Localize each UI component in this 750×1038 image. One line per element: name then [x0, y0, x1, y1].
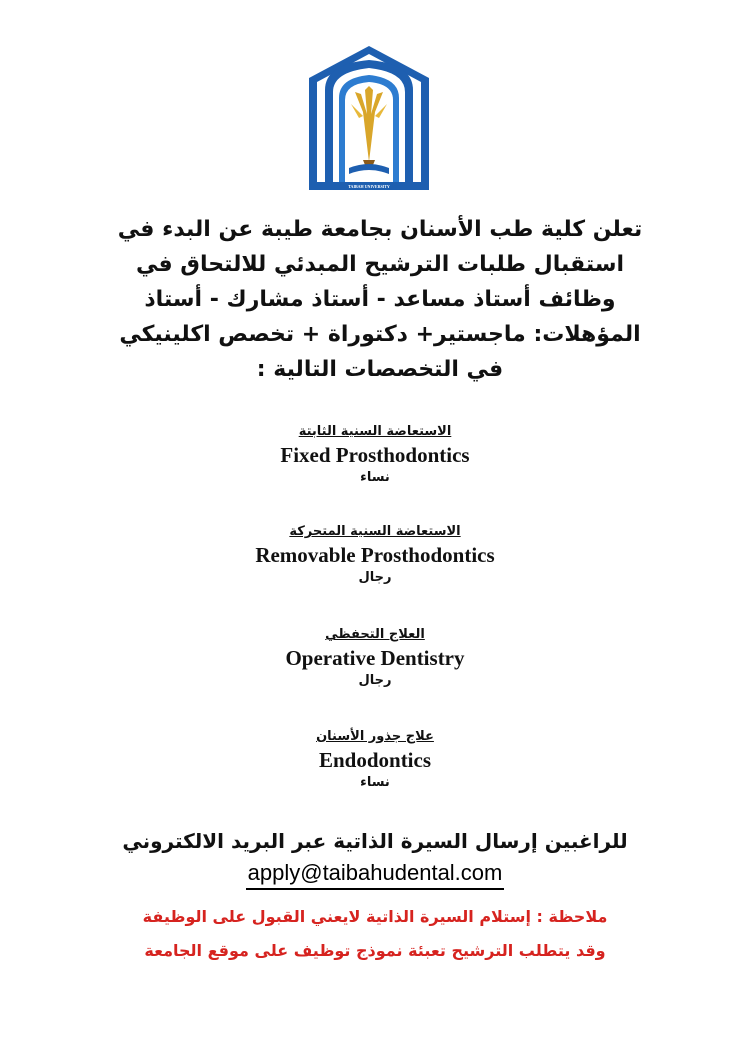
intro-line: في التخصصات التالية : [256, 357, 504, 382]
specialty-english-title: Endodontics [318, 748, 432, 772]
specialty-english-title: Fixed Prosthodontics [280, 443, 470, 467]
specialty-gender: نساء [360, 470, 390, 485]
intro-paragraph [60, 212, 700, 387]
note-section [60, 900, 690, 968]
specialty-endodontics [0, 728, 750, 792]
specialty-english-title: Operative Dentistry [285, 646, 465, 670]
apply-instructions: للراغبين إرسال السيرة الذاتية عبر البريد الالكتروني [122, 829, 628, 853]
specialty-removable-prosthodontics [0, 523, 750, 587]
specialty-english-title: Removable Prosthodontics [255, 543, 495, 567]
note-line: وقد يتطلب الترشيح تعبئة نموذج توظيف على موقع الجامعة [144, 941, 606, 960]
specialty-gender: رجال [358, 673, 392, 688]
specialty-arabic-title: العلاج التحفظي [325, 627, 425, 642]
specialty-gender: نساء [360, 775, 390, 790]
apply-section [0, 826, 750, 890]
specialty-arabic-title: الاستعاضة السنية الثابتة [298, 424, 452, 439]
specialty-fixed-prosthodontics [0, 423, 750, 487]
intro-line: وظائف أستاذ مساعد - أستاذ مشارك - أستاذ [144, 287, 616, 312]
intro-line: المؤهلات: ماجستير+ دكتوراة + تخصص اكلينيكي [119, 322, 641, 347]
intro-line: تعلن كلية طب الأسنان بجامعة طيبة عن البدء في [117, 217, 643, 242]
logo-text: TAIBAH UNIVERSITY [348, 184, 390, 189]
specialty-operative-dentistry [0, 626, 750, 690]
intro-line: استقبال طلبات الترشيح المبدئي للالتحاق في [135, 252, 625, 277]
specialty-arabic-title: الاستعاضة السنية المتحركة [289, 524, 461, 539]
university-logo [305, 42, 433, 202]
specialty-arabic-title: علاج جذور الأسنان [316, 729, 434, 744]
specialty-gender: رجال [358, 570, 392, 585]
note-line: ملاحظة : إستلام السيرة الذاتية لايعني القبول على الوظيفة [142, 907, 608, 926]
apply-email-link[interactable]: apply@taibahudental.com [246, 858, 505, 890]
